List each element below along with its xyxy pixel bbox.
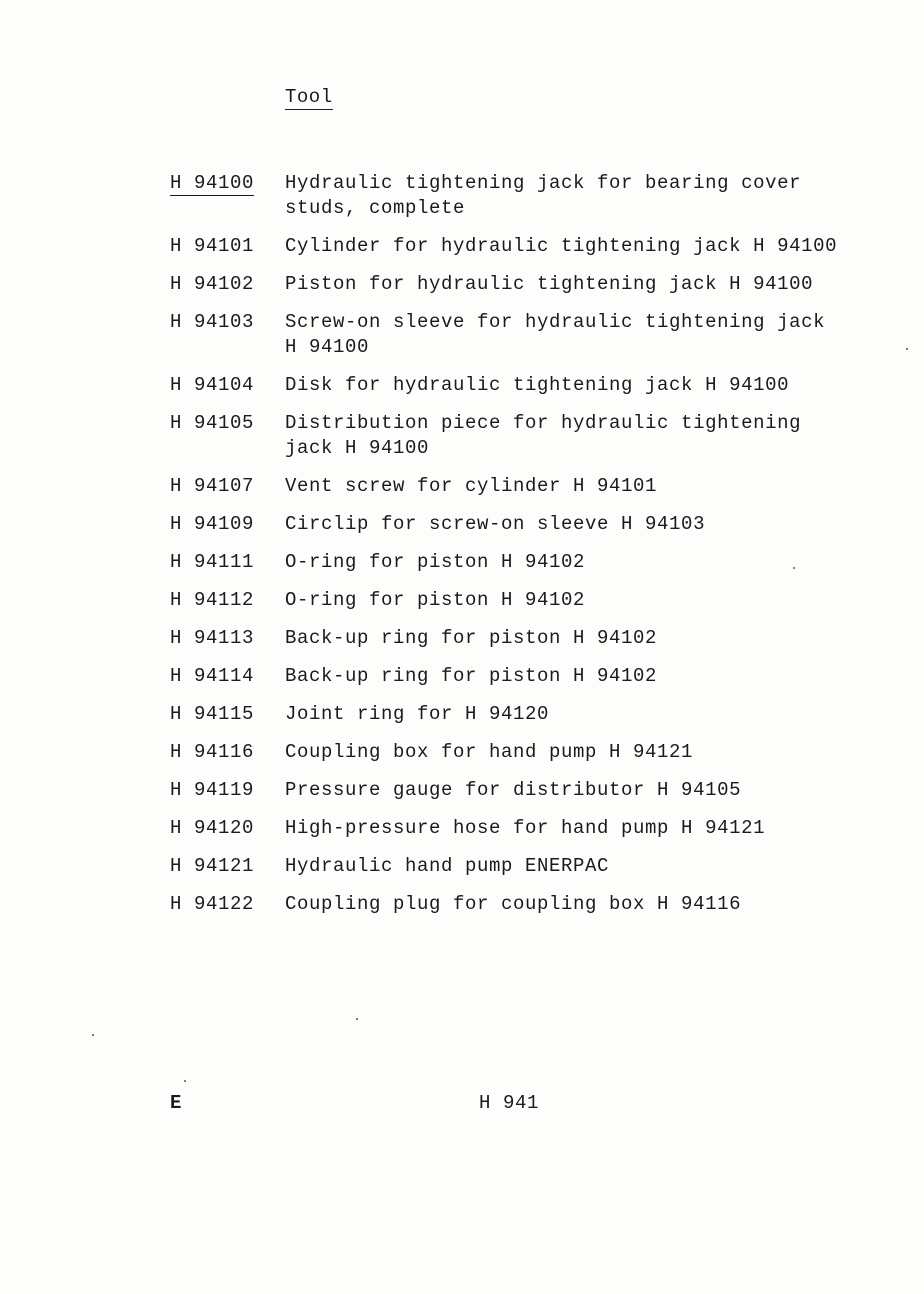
part-code: H 94122 <box>170 893 255 915</box>
part-description: Cylinder for hydraulic tightening jack H 94100 <box>285 235 838 257</box>
part-description: Screw-on sleeve for hydraulic tightening jack H 94100 <box>285 311 826 358</box>
list-item <box>170 234 890 259</box>
part-description: Circlip for screw-on sleeve H 94103 <box>285 513 706 535</box>
part-code: H 94102 <box>170 273 255 295</box>
part-description: Pressure gauge for distributor H 94105 <box>285 779 742 801</box>
list-item <box>170 411 890 461</box>
part-code: H 94114 <box>170 665 255 687</box>
part-code: H 94115 <box>170 703 255 725</box>
part-description: Vent screw for cylinder H 94101 <box>285 475 658 497</box>
list-item <box>170 664 890 689</box>
scan-speck <box>906 348 908 350</box>
part-code: H 94116 <box>170 741 255 763</box>
list-item <box>170 778 890 803</box>
heading-text: Tool <box>285 86 333 108</box>
list-item <box>170 272 890 297</box>
part-description: O-ring for piston H 94102 <box>285 551 586 573</box>
part-description: Joint ring for H 94120 <box>285 703 550 725</box>
list-item <box>170 588 890 613</box>
list-item <box>170 816 890 841</box>
part-description: Back-up ring for piston H 94102 <box>285 665 658 687</box>
list-item <box>170 171 890 221</box>
part-description: Back-up ring for piston H 94102 <box>285 627 658 649</box>
scan-speck <box>92 1034 94 1036</box>
part-description: Coupling box for hand pump H 94121 <box>285 741 694 763</box>
scan-speck <box>184 1080 186 1082</box>
footer-language-mark: E <box>170 1092 182 1114</box>
list-item <box>170 474 890 499</box>
part-code: H 94109 <box>170 513 255 535</box>
part-code: H 94113 <box>170 627 255 649</box>
list-item <box>170 702 890 727</box>
list-item <box>170 740 890 765</box>
part-description: Piston for hydraulic tightening jack H 94100 <box>285 273 814 295</box>
list-item <box>170 550 890 575</box>
part-description: High-pressure hose for hand pump H 94121 <box>285 817 766 839</box>
list-item <box>170 512 890 537</box>
part-description: Hydraulic tightening jack for bearing cover studs, complete <box>285 172 802 219</box>
list-item <box>170 892 890 917</box>
part-code: H 94120 <box>170 817 255 839</box>
part-description: Hydraulic hand pump ENERPAC <box>285 855 610 877</box>
part-code: H 94104 <box>170 374 255 396</box>
part-code: H 94100 <box>170 172 255 194</box>
parts-list <box>170 171 890 917</box>
part-description: O-ring for piston H 94102 <box>285 589 586 611</box>
list-item <box>170 854 890 879</box>
part-code: H 94121 <box>170 855 255 877</box>
part-code: H 94105 <box>170 412 255 434</box>
part-description: Distribution piece for hydraulic tightening jack H 94100 <box>285 412 802 459</box>
part-code: H 94103 <box>170 311 255 333</box>
part-description: Disk for hydraulic tightening jack H 94100 <box>285 374 790 396</box>
list-item <box>170 373 890 398</box>
scan-speck <box>793 567 795 569</box>
footer-page-code: H 941 <box>479 1092 540 1114</box>
list-item <box>170 310 890 360</box>
part-code: H 94119 <box>170 779 255 801</box>
scan-speck <box>356 1018 358 1020</box>
part-code: H 94111 <box>170 551 255 573</box>
list-item <box>170 626 890 651</box>
part-code: H 94101 <box>170 235 255 257</box>
page-heading <box>285 86 333 108</box>
part-code: H 94107 <box>170 475 255 497</box>
part-description: Coupling plug for coupling box H 94116 <box>285 893 742 915</box>
part-code: H 94112 <box>170 589 255 611</box>
